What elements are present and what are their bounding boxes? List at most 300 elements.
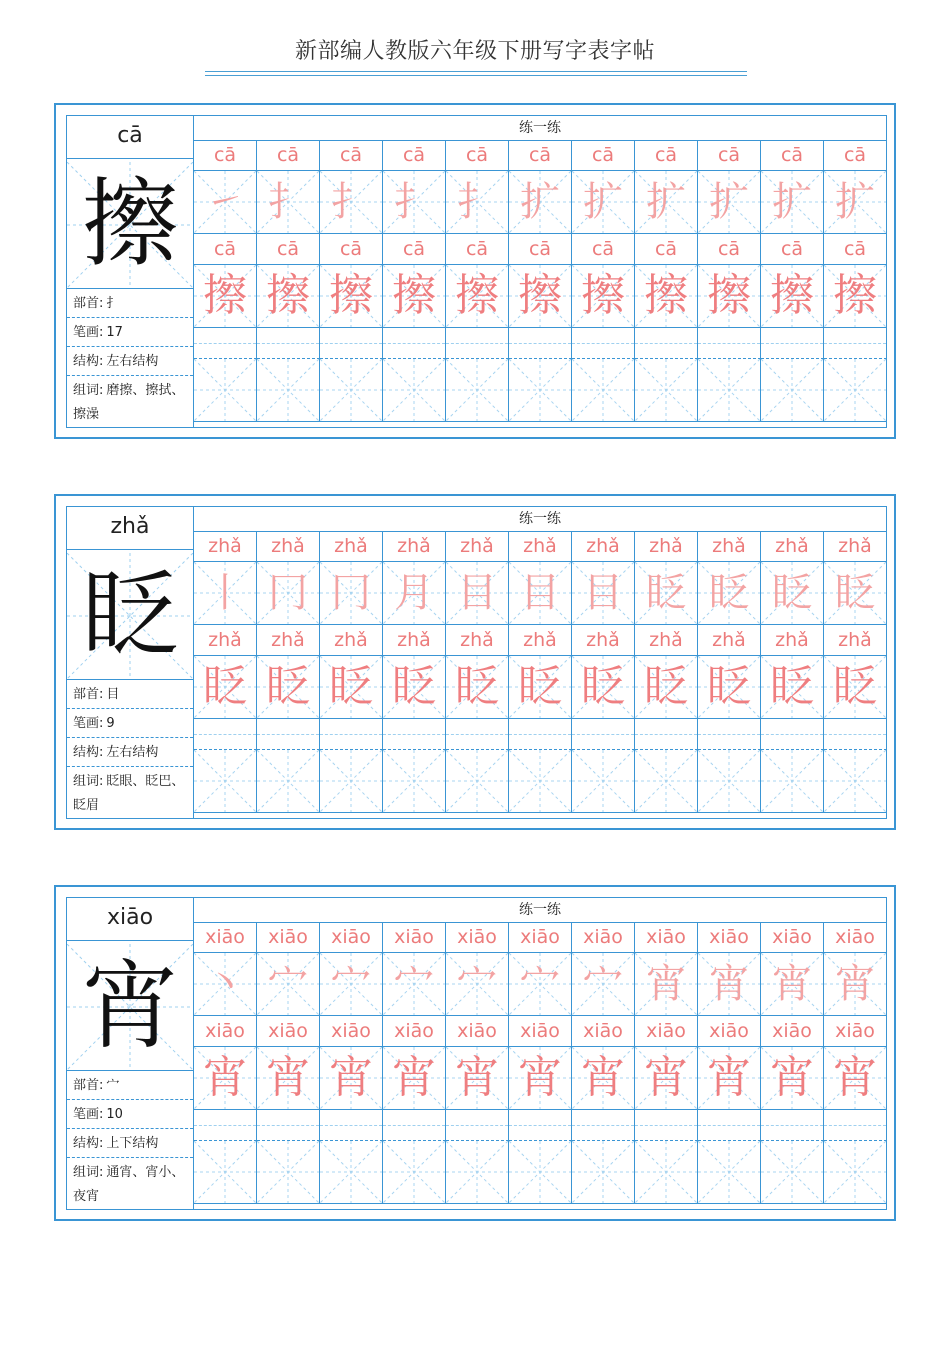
trace-glyph: 眨 (329, 661, 373, 712)
pinyin-cell: zhǎ (635, 625, 698, 656)
card-inner-frame (66, 115, 887, 428)
blank-practice-cell[interactable] (698, 359, 761, 422)
pinyin-cell: cā (383, 234, 446, 265)
pinyin-guide-line (824, 734, 886, 735)
stroke-order-glyph: 扩 (835, 179, 875, 225)
blank-practice-cell[interactable] (635, 359, 698, 422)
trace-glyph: 眨 (203, 661, 247, 712)
trace-cell (698, 656, 761, 719)
trace-glyph: 擦 (770, 270, 814, 321)
trace-cell (509, 656, 572, 719)
character-pinyin: xiāo (67, 898, 193, 941)
trace-cell (194, 562, 257, 625)
trace-cell (383, 562, 446, 625)
pinyin-cell: xiāo (572, 1016, 635, 1047)
stroke-order-glyph: 丶 (205, 961, 245, 1007)
blank-practice-cell[interactable] (383, 1141, 446, 1204)
trace-cell (635, 562, 698, 625)
title-underline (205, 75, 747, 76)
blank-practice-cell[interactable] (824, 1141, 887, 1204)
pinyin-cell: cā (257, 234, 320, 265)
pinyin-cell: zhǎ (509, 531, 572, 562)
pinyin-guide-line (257, 1125, 319, 1126)
grid-guide-lines (383, 1141, 445, 1203)
practice-area (194, 507, 886, 818)
trace-cell (761, 953, 824, 1016)
pinyin-guide-line (320, 1125, 382, 1126)
trace-cell (698, 265, 761, 328)
pinyin-cell: xiāo (509, 1016, 572, 1047)
stroke-order-glyph: 宀 (520, 961, 560, 1007)
pinyin-guide-line (509, 734, 571, 735)
grid-guide-lines (572, 1141, 634, 1203)
blank-pinyin-cell[interactable] (635, 1110, 698, 1141)
model-character-box (67, 162, 193, 289)
radical-row (67, 1071, 193, 1100)
stroke-order-glyph: 扌 (457, 179, 497, 225)
info-label: 笔画: (73, 1107, 104, 1122)
character-card (54, 103, 896, 439)
pinyin-guide-line (635, 734, 697, 735)
blank-pinyin-cell[interactable] (320, 719, 383, 750)
character-card (54, 885, 896, 1221)
trace-cell (194, 265, 257, 328)
pinyin-cell: xiāo (257, 922, 320, 953)
pinyin-cell: zhǎ (257, 531, 320, 562)
trace-glyph: 眨 (266, 661, 310, 712)
grid-guide-lines (761, 750, 823, 812)
pinyin-guide-line (320, 734, 382, 735)
trace-cell (761, 656, 824, 719)
stroke-order-glyph: 宵 (646, 961, 686, 1007)
blank-practice-cell[interactable] (383, 750, 446, 813)
info-value: 磨擦、擦拭、擦澡 (73, 383, 185, 422)
info-label: 结构: (73, 1136, 104, 1151)
pinyin-guide-line (698, 1125, 760, 1126)
trace-cell (446, 562, 509, 625)
stroke-order-glyph: 扌 (268, 179, 308, 225)
info-value: 目 (106, 687, 120, 702)
pinyin-guide-line (383, 1125, 445, 1126)
pinyin-guide-line (761, 734, 823, 735)
model-character-box (67, 944, 193, 1071)
blank-pinyin-cell[interactable] (572, 719, 635, 750)
trace-cell (257, 562, 320, 625)
grid-guide-lines (320, 359, 382, 421)
pinyin-cell: zhǎ (320, 625, 383, 656)
practice-grid (194, 922, 886, 1209)
pinyin-cell: xiāo (194, 922, 257, 953)
pinyin-cell: cā (572, 140, 635, 171)
trace-cell (572, 656, 635, 719)
blank-practice-cell[interactable] (761, 750, 824, 813)
grid-guide-lines (698, 1141, 760, 1203)
pinyin-cell: xiāo (698, 1016, 761, 1047)
info-value: 左右结构 (106, 354, 159, 369)
blank-practice-cell[interactable] (320, 359, 383, 422)
pinyin-cell: zhǎ (383, 531, 446, 562)
pinyin-cell: xiāo (761, 1016, 824, 1047)
trace-glyph: 擦 (581, 270, 625, 321)
grid-guide-lines (698, 359, 760, 421)
blank-practice-cell[interactable] (194, 359, 257, 422)
blank-practice-cell[interactable] (320, 1141, 383, 1204)
info-value: 扌 (106, 296, 120, 311)
pinyin-cell: zhǎ (572, 625, 635, 656)
blank-practice-cell[interactable] (194, 1141, 257, 1204)
trace-glyph: 擦 (833, 270, 877, 321)
pinyin-cell: zhǎ (446, 625, 509, 656)
stroke-order-glyph: 宀 (457, 961, 497, 1007)
pinyin-cell: cā (572, 234, 635, 265)
stroke-order-glyph: 目 (457, 570, 497, 616)
blank-practice-cell[interactable] (509, 1141, 572, 1204)
grid-guide-lines (257, 750, 319, 812)
pinyin-guide-line (761, 1125, 823, 1126)
grid-guide-lines (572, 750, 634, 812)
grid-guide-lines (446, 359, 508, 421)
pinyin-cell: zhǎ (824, 625, 887, 656)
trace-cell (320, 265, 383, 328)
trace-cell (824, 656, 887, 719)
pinyin-cell: cā (509, 234, 572, 265)
trace-cell (446, 953, 509, 1016)
page-title: 新部编人教版六年级下册写字表字帖 (294, 39, 655, 64)
blank-pinyin-cell[interactable] (320, 1110, 383, 1141)
stroke-order-glyph: 冂 (331, 570, 371, 616)
trace-glyph: 宵 (329, 1052, 373, 1103)
trace-glyph: 宵 (266, 1052, 310, 1103)
pinyin-cell: cā (698, 140, 761, 171)
word-examples-row (67, 1158, 193, 1209)
blank-pinyin-cell[interactable] (257, 328, 320, 359)
info-value: 上下结构 (106, 1136, 159, 1151)
grid-guide-lines (509, 750, 571, 812)
trace-glyph: 眨 (833, 661, 877, 712)
pinyin-cell: zhǎ (698, 625, 761, 656)
trace-cell (698, 953, 761, 1016)
stroke-order-glyph: 扩 (772, 179, 812, 225)
character-pinyin: zhǎ (67, 507, 193, 550)
blank-pinyin-cell[interactable] (761, 719, 824, 750)
pinyin-guide-line (824, 343, 886, 344)
pinyin-cell: xiāo (572, 922, 635, 953)
blank-practice-cell[interactable] (761, 359, 824, 422)
pinyin-cell: cā (446, 234, 509, 265)
stroke-count-row (67, 318, 193, 347)
trace-cell (194, 656, 257, 719)
word-examples-row (67, 767, 193, 818)
trace-cell (194, 171, 257, 234)
pinyin-cell: zhǎ (194, 625, 257, 656)
pinyin-guide-line (761, 343, 823, 344)
stroke-order-glyph: 眨 (709, 570, 749, 616)
grid-guide-lines (320, 750, 382, 812)
grid-guide-lines (761, 1141, 823, 1203)
info-value: 10 (106, 1107, 123, 1122)
blank-pinyin-cell[interactable] (572, 328, 635, 359)
pinyin-guide-line (320, 343, 382, 344)
pinyin-guide-line (635, 1125, 697, 1126)
blank-practice-cell[interactable] (572, 750, 635, 813)
grid-guide-lines (257, 359, 319, 421)
blank-practice-cell[interactable] (509, 359, 572, 422)
pinyin-cell: xiāo (446, 1016, 509, 1047)
pinyin-guide-line (446, 343, 508, 344)
pinyin-guide-line (446, 734, 508, 735)
trace-cell (383, 953, 446, 1016)
stroke-order-glyph: 宵 (709, 961, 749, 1007)
trace-glyph: 眨 (455, 661, 499, 712)
trace-cell (761, 171, 824, 234)
pinyin-cell: cā (383, 140, 446, 171)
pinyin-cell: zhǎ (824, 531, 887, 562)
trace-cell (194, 1047, 257, 1110)
trace-cell (509, 265, 572, 328)
stroke-count-row (67, 709, 193, 738)
blank-practice-cell[interactable] (698, 750, 761, 813)
pinyin-cell: zhǎ (320, 531, 383, 562)
blank-practice-cell[interactable] (194, 750, 257, 813)
pinyin-cell: xiāo (383, 922, 446, 953)
blank-practice-cell[interactable] (257, 1141, 320, 1204)
pinyin-cell: cā (635, 140, 698, 171)
blank-pinyin-cell[interactable] (509, 1110, 572, 1141)
stroke-order-glyph: 宀 (331, 961, 371, 1007)
blank-pinyin-cell[interactable] (761, 1110, 824, 1141)
pinyin-cell: cā (635, 234, 698, 265)
grid-guide-lines (446, 1141, 508, 1203)
trace-glyph: 擦 (392, 270, 436, 321)
trace-cell (320, 562, 383, 625)
info-label: 组词: (73, 774, 104, 789)
blank-pinyin-cell[interactable] (194, 328, 257, 359)
pinyin-cell: cā (194, 140, 257, 171)
stroke-order-glyph: 目 (583, 570, 623, 616)
blank-pinyin-cell[interactable] (698, 1110, 761, 1141)
info-label: 组词: (73, 1165, 104, 1180)
stroke-order-glyph: ㇀ (205, 179, 245, 225)
info-value: 通宵、宵小、夜宵 (73, 1165, 185, 1204)
radical-row (67, 289, 193, 318)
blank-practice-cell[interactable] (572, 359, 635, 422)
trace-cell (635, 953, 698, 1016)
grid-guide-lines (320, 1141, 382, 1203)
model-character: 眨 (82, 559, 178, 671)
trace-cell (824, 953, 887, 1016)
trace-cell (509, 562, 572, 625)
pinyin-cell: xiāo (824, 922, 887, 953)
blank-pinyin-cell[interactable] (824, 328, 887, 359)
pinyin-guide-line (257, 734, 319, 735)
blank-pinyin-cell[interactable] (698, 328, 761, 359)
trace-glyph: 宵 (581, 1052, 625, 1103)
trace-glyph: 宵 (203, 1052, 247, 1103)
pinyin-cell: cā (509, 140, 572, 171)
pinyin-cell: zhǎ (383, 625, 446, 656)
trace-cell (698, 1047, 761, 1110)
trace-cell (383, 656, 446, 719)
pinyin-cell: cā (761, 234, 824, 265)
blank-practice-cell[interactable] (761, 1141, 824, 1204)
blank-practice-cell[interactable] (572, 1141, 635, 1204)
blank-pinyin-cell[interactable] (257, 1110, 320, 1141)
practice-grid (194, 140, 886, 427)
trace-glyph: 眨 (770, 661, 814, 712)
blank-pinyin-cell[interactable] (572, 1110, 635, 1141)
info-label: 笔画: (73, 325, 104, 340)
pinyin-cell: cā (320, 234, 383, 265)
grid-guide-lines (194, 359, 256, 421)
trace-glyph: 擦 (707, 270, 751, 321)
pinyin-guide-line (698, 343, 760, 344)
grid-guide-lines (572, 359, 634, 421)
pinyin-cell: zhǎ (257, 625, 320, 656)
trace-cell (383, 1047, 446, 1110)
trace-cell (446, 656, 509, 719)
blank-practice-cell[interactable] (635, 1141, 698, 1204)
stroke-order-glyph: 目 (520, 570, 560, 616)
blank-pinyin-cell[interactable] (509, 719, 572, 750)
grid-guide-lines (383, 359, 445, 421)
trace-glyph: 眨 (707, 661, 751, 712)
blank-practice-cell[interactable] (509, 750, 572, 813)
blank-pinyin-cell[interactable] (761, 328, 824, 359)
pinyin-cell: zhǎ (572, 531, 635, 562)
character-info-column (67, 507, 194, 818)
pinyin-cell: xiāo (320, 922, 383, 953)
trace-cell (761, 265, 824, 328)
trace-cell (824, 1047, 887, 1110)
trace-cell (635, 656, 698, 719)
model-character: 宵 (82, 950, 178, 1062)
blank-practice-cell[interactable] (824, 750, 887, 813)
blank-pinyin-cell[interactable] (446, 1110, 509, 1141)
trace-cell (257, 1047, 320, 1110)
structure-row (67, 738, 193, 767)
stroke-order-glyph: 扌 (331, 179, 371, 225)
pinyin-cell: xiāo (698, 922, 761, 953)
blank-pinyin-cell[interactable] (383, 1110, 446, 1141)
grid-guide-lines (194, 750, 256, 812)
blank-pinyin-cell[interactable] (194, 1110, 257, 1141)
pinyin-cell: xiāo (446, 922, 509, 953)
practice-area (194, 898, 886, 1209)
trace-glyph: 擦 (203, 270, 247, 321)
pinyin-cell: cā (446, 140, 509, 171)
blank-practice-cell[interactable] (635, 750, 698, 813)
stroke-order-glyph: 月 (394, 570, 434, 616)
blank-pinyin-cell[interactable] (446, 328, 509, 359)
blank-pinyin-cell[interactable] (194, 719, 257, 750)
blank-practice-cell[interactable] (257, 750, 320, 813)
blank-practice-cell[interactable] (824, 359, 887, 422)
pinyin-guide-line (824, 1125, 886, 1126)
pinyin-cell: cā (824, 140, 887, 171)
pinyin-guide-line (383, 343, 445, 344)
pinyin-cell: cā (194, 234, 257, 265)
trace-cell (320, 171, 383, 234)
pinyin-guide-line (446, 1125, 508, 1126)
info-value: 左右结构 (106, 745, 159, 760)
stroke-count-row (67, 1100, 193, 1129)
blank-pinyin-cell[interactable] (824, 1110, 887, 1141)
trace-cell (572, 1047, 635, 1110)
blank-practice-cell[interactable] (320, 750, 383, 813)
trace-glyph: 擦 (518, 270, 562, 321)
blank-pinyin-cell[interactable] (320, 328, 383, 359)
blank-pinyin-cell[interactable] (446, 719, 509, 750)
blank-pinyin-cell[interactable] (509, 328, 572, 359)
trace-cell (320, 1047, 383, 1110)
trace-cell (824, 171, 887, 234)
trace-cell (320, 656, 383, 719)
trace-cell (257, 171, 320, 234)
pinyin-cell: cā (320, 140, 383, 171)
pinyin-guide-line (257, 343, 319, 344)
trace-glyph: 眨 (644, 661, 688, 712)
blank-practice-cell[interactable] (446, 359, 509, 422)
blank-pinyin-cell[interactable] (824, 719, 887, 750)
grid-guide-lines (194, 1141, 256, 1203)
trace-glyph: 宵 (833, 1052, 877, 1103)
blank-practice-cell[interactable] (446, 1141, 509, 1204)
character-pinyin: cā (67, 116, 193, 159)
trace-cell (257, 265, 320, 328)
trace-glyph: 宵 (707, 1052, 751, 1103)
stroke-order-glyph: 扩 (709, 179, 749, 225)
grid-guide-lines (509, 359, 571, 421)
character-card (54, 494, 896, 830)
blank-pinyin-cell[interactable] (635, 719, 698, 750)
grid-guide-lines (446, 750, 508, 812)
pinyin-cell: zhǎ (194, 531, 257, 562)
pinyin-cell: xiāo (320, 1016, 383, 1047)
blank-pinyin-cell[interactable] (698, 719, 761, 750)
trace-cell (509, 171, 572, 234)
trace-cell (509, 953, 572, 1016)
grid-guide-lines (698, 750, 760, 812)
trace-glyph: 宵 (518, 1052, 562, 1103)
pinyin-cell: xiāo (761, 922, 824, 953)
stroke-order-glyph: 眨 (835, 570, 875, 616)
info-label: 结构: (73, 745, 104, 760)
pinyin-cell: xiāo (383, 1016, 446, 1047)
blank-practice-cell[interactable] (383, 359, 446, 422)
grid-guide-lines (824, 359, 886, 421)
blank-pinyin-cell[interactable] (635, 328, 698, 359)
blank-pinyin-cell[interactable] (383, 328, 446, 359)
pinyin-guide-line (698, 734, 760, 735)
stroke-order-glyph: 扌 (394, 179, 434, 225)
blank-pinyin-cell[interactable] (383, 719, 446, 750)
trace-cell (635, 171, 698, 234)
trace-glyph: 眨 (581, 661, 625, 712)
trace-cell (635, 1047, 698, 1110)
blank-practice-cell[interactable] (257, 359, 320, 422)
model-character: 擦 (82, 168, 178, 280)
info-value: 眨眼、眨巴、眨眉 (73, 774, 185, 813)
stroke-order-glyph: 宵 (835, 961, 875, 1007)
blank-practice-cell[interactable] (446, 750, 509, 813)
blank-practice-cell[interactable] (698, 1141, 761, 1204)
pinyin-guide-line (572, 343, 634, 344)
practice-heading: 练一练 (194, 116, 886, 141)
grid-guide-lines (761, 359, 823, 421)
info-value: 宀 (106, 1078, 120, 1093)
trace-glyph: 眨 (392, 661, 436, 712)
blank-pinyin-cell[interactable] (257, 719, 320, 750)
